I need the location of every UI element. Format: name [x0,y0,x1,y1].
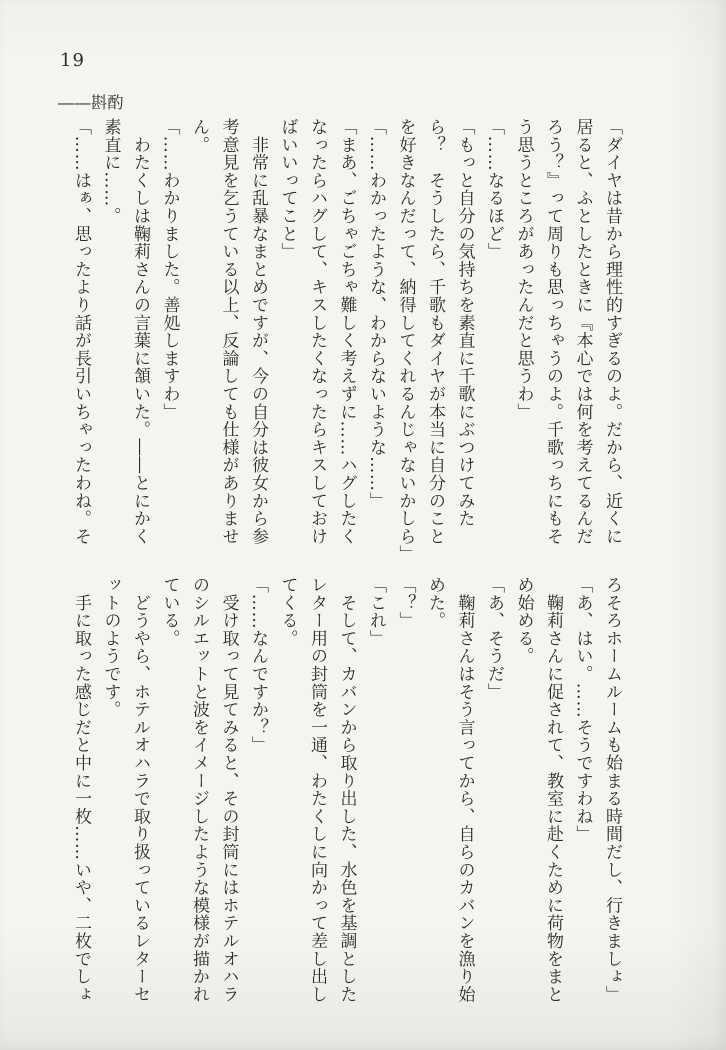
text-line: 「……なるほど」 [484,118,504,261]
text-line: なったらハグして、キスしたくなったらキスしておけ [307,118,327,546]
text-line: 非常に乱暴なまとめですが、今の自分は彼女から参 [248,118,268,546]
text-line: を好きなんだって、納得してくれるんじゃないかしら」 [395,118,416,563]
text-line: ばいいってこと」 [277,118,298,261]
bottom-text-block [66,576,627,1018]
text-line: ットのようです。 [100,576,121,719]
text-line: 「ダイヤは昔から理性的すぎるのよ。だから、近くに [602,118,622,546]
text-line: 「これ」 [366,576,386,648]
text-line: レター用の封筒を一通、わたくしに向かって差し出し [307,576,327,1004]
text-line: わたくしは鞠莉さんの言葉に頷いた。――とにかく [130,118,150,546]
text-line: 素直に……。 [100,118,121,225]
text-line: 「まあ、ごちゃごちゃ難しく考えずに……ハグしたく [336,118,357,546]
text-line: 手に取った感じだと中に一枚……いや、二枚でしょ [71,576,91,1004]
text-line: ろう？』って周りも思っちゃうのよ。千歌っちにもそ [543,118,563,546]
chapter-header: ――斟酌 [58,93,125,112]
top-text-block [66,118,627,563]
text-line: 「あ、そうだ」 [484,576,504,701]
text-line: ら？ そうしたら、千歌もダイヤが本当に自分のこと [425,118,445,546]
text-line: てくる。 [277,576,298,648]
text-line: 「……わかったような、わからないような……」 [366,118,386,510]
text-line: 鞠莉さんに促されて、教室に赴くために荷物をまと [543,576,563,1004]
text-line: 居ると、ふとしたときに『本心では何を考えてるんだ [572,118,593,546]
text-line: のシルエットと波をイメージしたような模様が描かれ [189,576,209,1004]
text-line: 考意見を乞うている以上、反論しても仕様がありませ [218,118,239,546]
text-line: 鞠莉さんはそう言ってから、自らのカバンを漁り始 [454,576,475,1004]
text-line: う思うところがあったんだと思うわ」 [513,118,534,421]
text-line: ん。 [189,118,209,154]
text-line: 「……はぁ、思ったより話が長引いちゃったわね。そ [71,118,91,546]
text-line: 「もっと自分の気持ちを素直に千歌にぶつけてみた [454,118,475,528]
text-line: ている。 [159,576,180,648]
text-line: 「あ、はい。……そうですわね」 [572,576,593,843]
text-line: めた。 [425,576,445,630]
text-line: ろそろホームルームも始まる時間だし、行きましょ」 [602,576,622,1004]
text-line: 「？」 [395,576,416,630]
text-line: 「……なんですか？」 [248,576,268,754]
text-line: 受け取って見てみると、その封筒にはホテルオハラ [218,576,239,1004]
text-line: どうやら、ホテルオハラで取り扱っているレターセ [130,576,150,1004]
text-line: 「……わかりました。善処しますわ」 [159,118,180,421]
text-line: め始める。 [513,576,534,665]
text-line: そして、カバンから取り出した、水色を基調とした [336,576,357,1004]
page-number: 19 [60,50,85,71]
